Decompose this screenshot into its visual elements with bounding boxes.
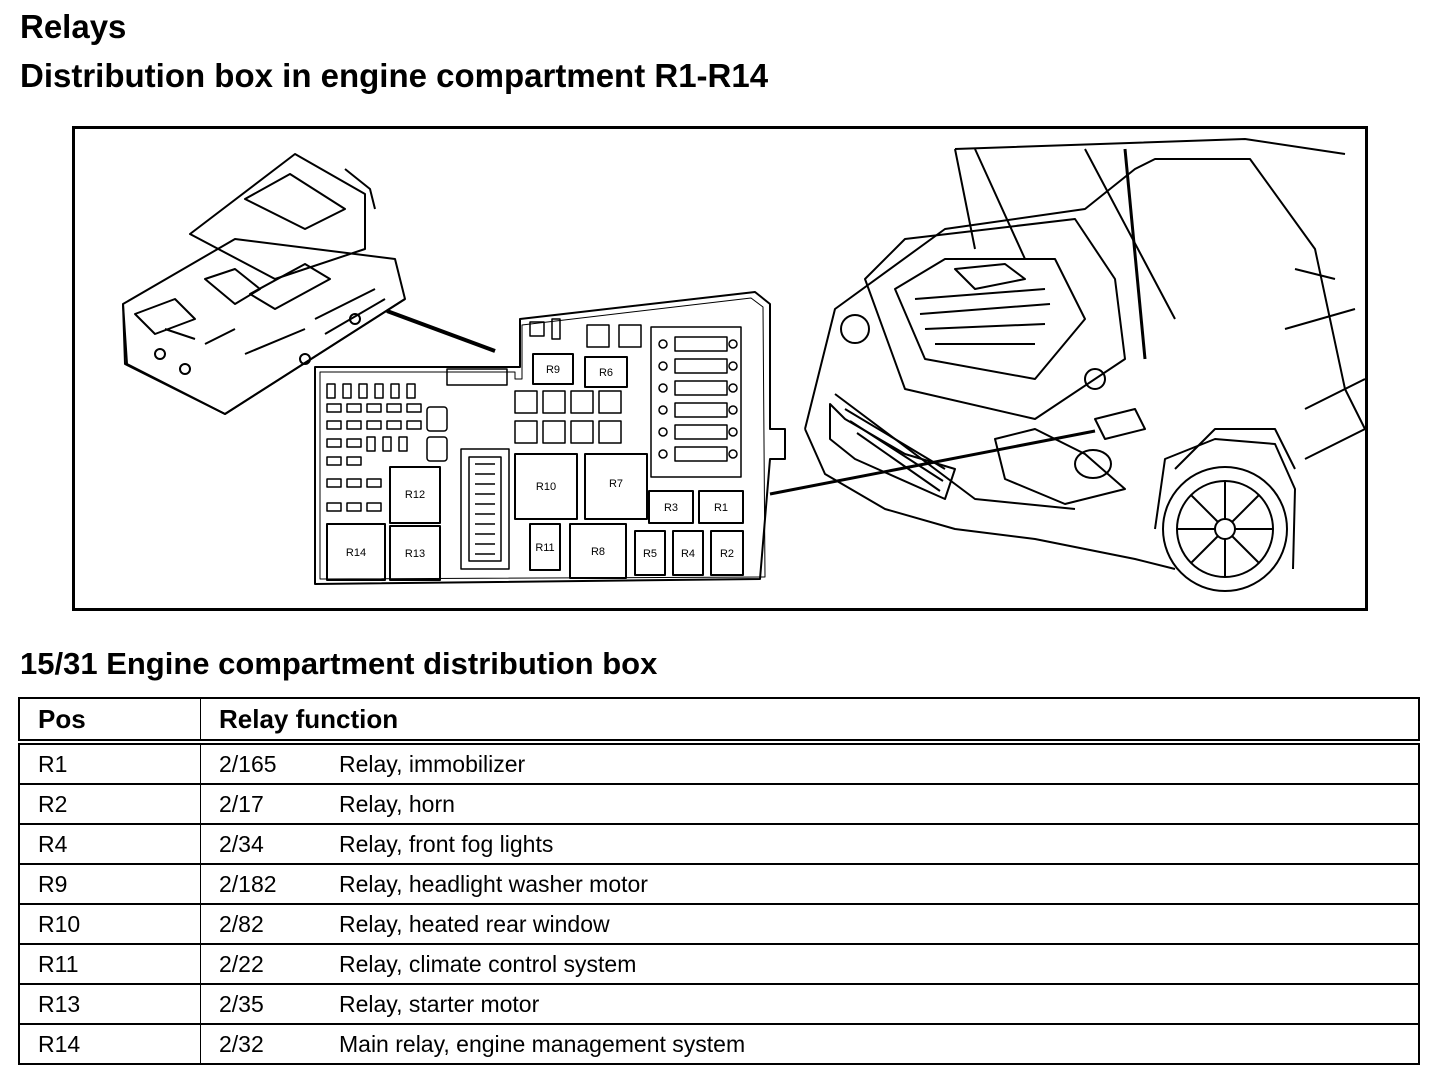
cell-code: 2/32 — [201, 1024, 340, 1064]
header-pos: Pos — [19, 698, 201, 742]
table-header-row — [19, 698, 1419, 742]
relay-label-r9: R9 — [545, 364, 561, 376]
relay-label-r7: R7 — [608, 478, 624, 490]
cell-function: Relay, horn — [339, 784, 1419, 824]
cell-pos: R2 — [19, 784, 201, 824]
cell-pos: R4 — [19, 824, 201, 864]
cell-code: 2/34 — [201, 824, 340, 864]
table-row — [19, 742, 1419, 784]
header-relay-function: Relay function — [201, 698, 1420, 742]
page-subtitle: Distribution box in engine compartment R1-R14 — [20, 57, 769, 94]
relay-label-r14: R14 — [345, 547, 367, 559]
cell-function: Relay, front fog lights — [339, 824, 1419, 864]
relay-label-r4: R4 — [680, 548, 696, 560]
cell-function: Relay, headlight washer motor — [339, 864, 1419, 904]
distribution-box-figure — [72, 126, 1368, 611]
cell-function: Relay, starter motor — [339, 984, 1419, 1024]
relay-label-r12: R12 — [404, 489, 426, 501]
table-row — [19, 904, 1419, 944]
cell-pos: R13 — [19, 984, 201, 1024]
distribution-box-drawing — [75, 129, 1365, 608]
cell-pos: R11 — [19, 944, 201, 984]
relay-table — [18, 697, 1420, 1065]
relay-label-r3: R3 — [663, 502, 679, 514]
relay-label-r11: R11 — [535, 542, 555, 554]
cell-pos: R10 — [19, 904, 201, 944]
cell-code: 2/35 — [201, 984, 340, 1024]
relay-label-r1: R1 — [713, 502, 729, 514]
table-row — [19, 784, 1419, 824]
cell-function: Relay, heated rear window — [339, 904, 1419, 944]
cell-code: 2/17 — [201, 784, 340, 824]
cell-code: 2/182 — [201, 864, 340, 904]
page-title: Relays — [20, 8, 127, 45]
relay-label-r5: R5 — [642, 548, 658, 560]
table-row — [19, 824, 1419, 864]
cell-pos: R1 — [19, 742, 201, 784]
section-title: 15/31 Engine compartment distribution box — [20, 646, 658, 681]
relay-label-r6: R6 — [598, 367, 614, 379]
cell-pos: R14 — [19, 1024, 201, 1064]
table-row — [19, 864, 1419, 904]
cell-code: 2/82 — [201, 904, 340, 944]
relay-label-r10: R10 — [535, 481, 557, 493]
car-illustration — [805, 139, 1365, 591]
relay-label-r13: R13 — [404, 548, 426, 560]
isometric-box-illustration — [123, 154, 495, 414]
table-row — [19, 984, 1419, 1024]
relay-label-r8: R8 — [590, 546, 606, 558]
relay-box-outline — [315, 292, 785, 584]
table-row — [19, 1024, 1419, 1064]
table-row — [19, 944, 1419, 984]
cell-function: Relay, climate control system — [339, 944, 1419, 984]
cell-function: Main relay, engine management system — [339, 1024, 1419, 1064]
relay-label-r2: R2 — [719, 548, 735, 560]
cell-code: 2/22 — [201, 944, 340, 984]
cell-function: Relay, immobilizer — [339, 742, 1419, 784]
cell-code: 2/165 — [201, 742, 340, 784]
cell-pos: R9 — [19, 864, 201, 904]
